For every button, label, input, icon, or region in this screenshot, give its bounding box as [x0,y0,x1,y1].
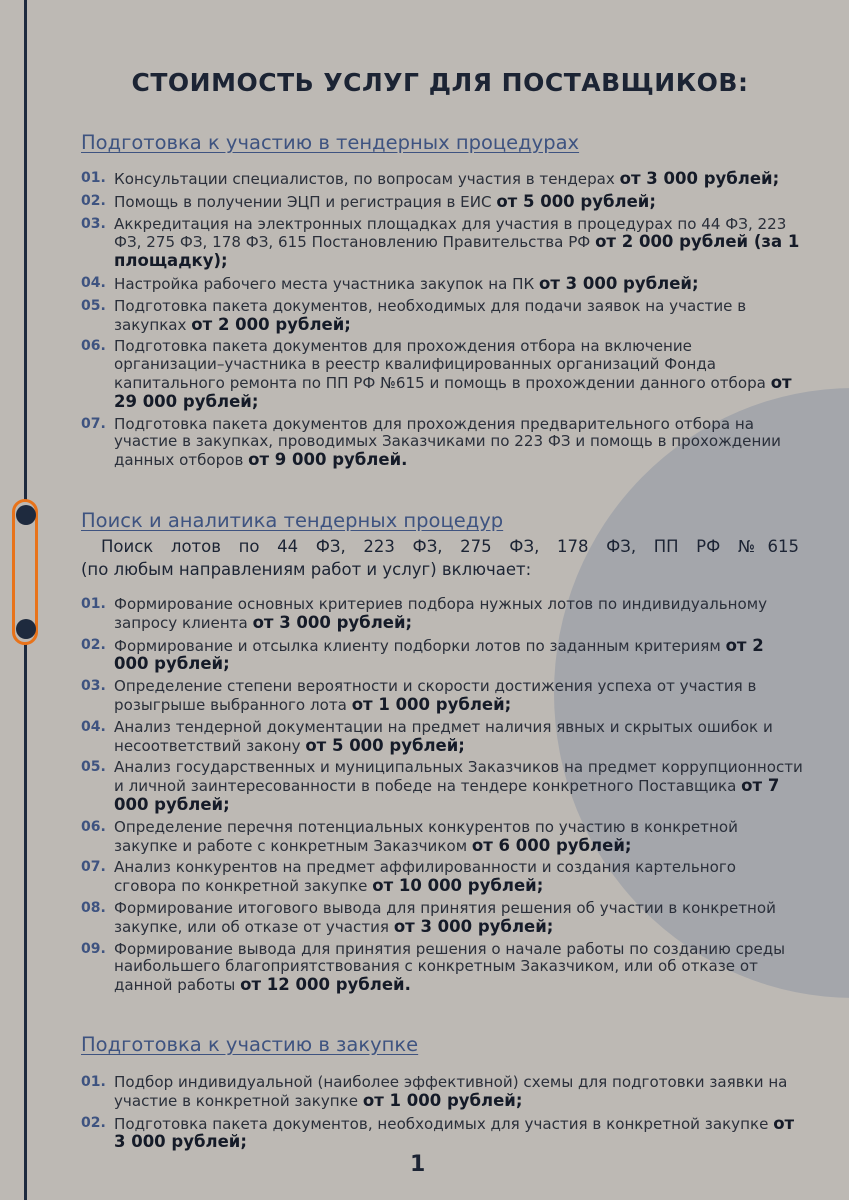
item-text: Формирование вывода для принятия решения о начале работы по созданию среды наибольшего благоприятствования с конкретным Заказчиком, или об отказе от данной работы [114,939,786,995]
item-number: 03. [81,215,106,232]
item-number: 06. [81,818,106,835]
item-number: 01. [81,596,106,612]
intro-line-2: (по любым направлениям работ и услуг) включает: [81,560,532,579]
item-price: от 29 000 рублей; [114,372,792,411]
item-price: от 3 000 рублей; [619,169,780,188]
item-price: от 12 000 рублей. [240,975,411,995]
item-number: 01. [81,1074,106,1090]
item-text: Аккредитация на электронных площадках для участия в процедурах по 44 ФЗ, 223 ФЗ, 275 ФЗ, 178 ФЗ, 615 Постановлению Правительства РФ [114,214,787,252]
item-text: Анализ конкурентов на предмет аффилированности и создания картельного сговора по конкретной закупке [114,858,736,896]
item-number: 07. [81,859,106,876]
item-number: 04. [81,718,106,735]
item-price: от 6 000 рублей; [471,835,632,855]
item-text: Помощь в получении ЭЦП и регистрация в ЕИС [114,192,497,211]
item-price: от 5 000 рублей; [305,735,465,755]
list-search [81,596,803,999]
item-number: 03. [81,678,106,695]
list-item [81,1074,803,1111]
item-price: от 2 000 рублей; [114,635,764,674]
list-item [81,416,803,470]
list-item [81,338,803,411]
list-item [81,596,803,633]
list-item [81,678,803,715]
list-item [81,170,803,189]
page-title: СТОИМОСТЬ УСЛУГ ДЛЯ ПОСТАВЩИКОВ: [131,68,749,97]
item-price: от 3 000 рублей; [538,273,699,293]
item-price: от 3 000 рублей; [114,1113,795,1152]
list-item [81,1115,803,1153]
item-number: 06. [81,338,106,355]
item-number: 07. [81,415,106,432]
item-text: Анализ государственных и муниципальных Заказчиков на предмет коррупционности и личной заинтересованности в победе на тендере конкретного Поставщика [114,758,803,796]
list-item [81,719,803,756]
item-text: Определение перечня потенциальных конкурентов по участию в конкретной закупке и работе с конкретным Заказчиком [114,817,738,855]
item-number: 09. [81,940,106,957]
section-title-search: Поиск и аналитика тендерных процедур [81,509,504,532]
item-price: от 2 000 рублей; [191,314,351,334]
list-preparation [81,170,803,474]
list-item [81,637,803,675]
intro-line-1: Поиск лотов по 44 ФЗ, 223 ФЗ, 275 ФЗ, 178 ФЗ, ПП РФ №615 [101,537,799,556]
item-text: Подготовка пакета документов, необходимых для подачи заявок на участие в закупках [114,296,747,334]
item-price: от 1 000 рублей; [362,1090,523,1110]
item-text: Подготовка пакета документов для прохождения предварительного отбора на участие в закупках, проводимых Заказчиками по 223 ФЗ и помощь в прохождении данных отборов [114,414,781,470]
item-text: Подготовка пакета документов для прохождения отбора на включение организации–участника в реестр квалифицированных организаций Фонда капитального ремонта по ПП РФ №615 и помощь в прохождении данного отбора [114,337,771,392]
item-text: Анализ тендерной документации на предмет наличия явных и скрытых ошибок и несоответствий закону [114,717,773,755]
section-title-preparation: Подготовка к участию в тендерных процедурах [81,131,580,154]
item-text: Подготовка пакета документов, необходимых для участия в конкретной закупке [114,1114,774,1133]
list-item [81,275,803,294]
section-title-procurement: Подготовка к участию в закупке [81,1033,419,1056]
list-item [81,900,803,937]
item-text: Формирование итогового вывода для принятия решения об участии в конкретной закупке, или об отказе от участия [114,898,776,936]
item-number: 08. [81,899,106,916]
item-number: 04. [81,274,106,291]
item-price: от 3 000 рублей; [393,916,554,936]
item-text: Формирование и отсылка клиенту подборки лотов по заданным критериям [114,636,726,655]
item-price: от 3 000 рублей; [252,612,413,632]
item-number: 01. [81,170,106,186]
item-price: от 1 000 рублей; [351,694,512,714]
list-item [81,216,803,271]
item-number: 02. [81,1114,106,1131]
list-item [81,298,803,335]
list-item [81,193,803,212]
item-text: Определение степени вероятности и скорости достижения успеха от участия в розыгрыше выбранного лота [114,677,757,714]
item-price: от 10 000 рублей; [372,876,544,896]
item-price: от 7 000 рублей; [114,776,780,814]
item-price: от 9 000 рублей. [248,450,408,470]
page-number: 1 [410,1152,426,1177]
list-item [81,759,803,814]
item-price: от 2 000 рублей (за 1 площадку); [114,232,800,271]
list-item [81,819,803,856]
item-text: Формирование основных критериев подбора нужных лотов по индивидуальному запросу клиента [114,595,768,632]
item-text: Подбор индивидуальной (наиболее эффективной) схемы для подготовки заявки на участие в конкретной закупке [114,1073,788,1110]
list-procurement [81,1074,803,1156]
section-intro [81,535,799,581]
item-number: 05. [81,759,106,776]
item-text: Настройка рабочего места участника закупок на ПК [114,274,539,293]
item-price: от 5 000 рублей; [496,191,656,211]
item-number: 05. [81,297,106,314]
list-item [81,859,803,896]
list-item [81,941,803,995]
item-text: Консультации специалистов, по вопросам участия в тендерах [114,170,620,188]
item-number: 02. [81,192,106,209]
item-number: 02. [81,636,106,653]
